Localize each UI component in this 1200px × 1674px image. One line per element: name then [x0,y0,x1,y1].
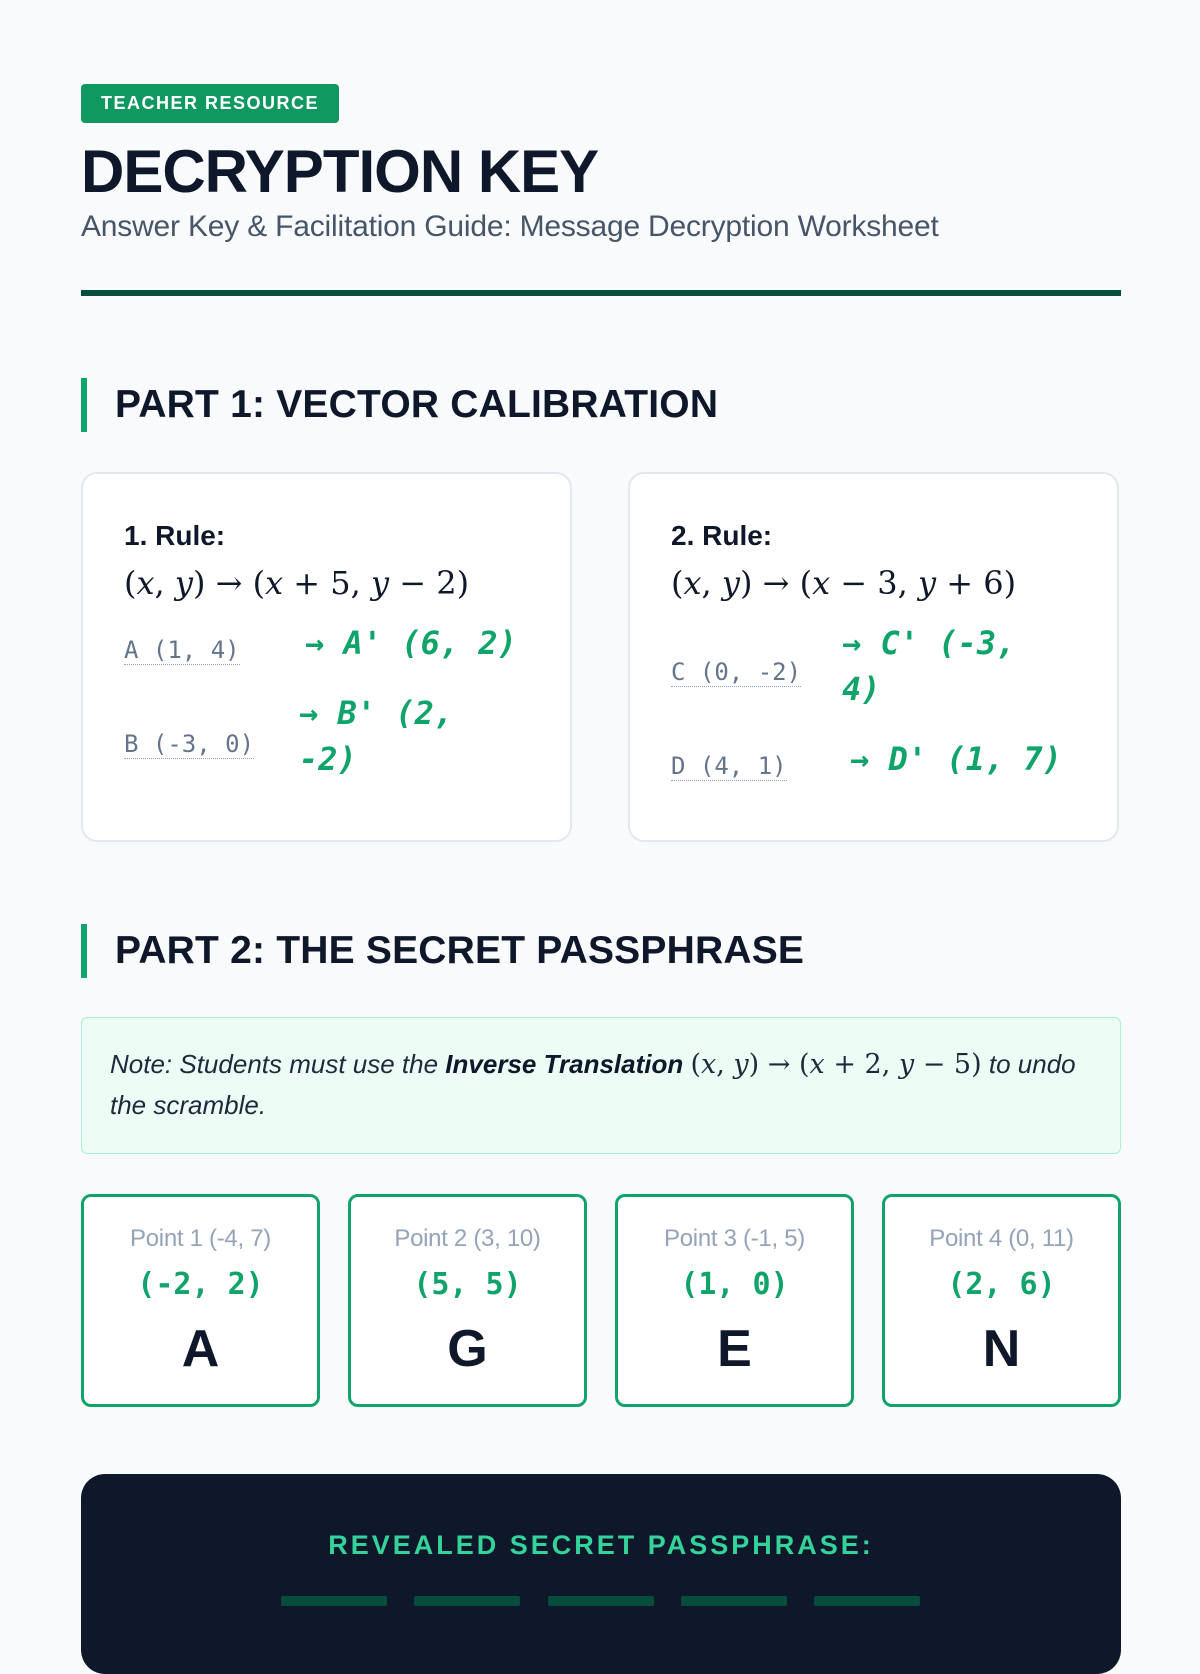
header-divider [81,290,1121,296]
point-label: Point 3 (-1, 5) [664,1225,805,1252]
decoded-letter: N [982,1320,1021,1378]
rule-card-2 [628,472,1119,842]
rule-label: 2. Rule: [671,520,773,551]
decoded-point-card [348,1194,587,1407]
original-point: B (-3, 0) [124,730,255,758]
section-heading-part2-text: PART 2: THE SECRET PASSPHRASE [115,929,805,972]
passphrase-letter-slot [681,1596,787,1606]
translated-point-answer: → C' (-3, 4) [842,624,1016,708]
decoded-coordinate: (2, 6) [947,1267,1056,1302]
passphrase-letter-slot [548,1596,654,1606]
section-heading-part1-text: PART 1: VECTOR CALIBRATION [115,383,719,426]
section-heading-part1 [81,378,1121,432]
decoded-point-card [81,1194,320,1407]
note-formula: (𝑥, 𝑦) → (𝑥 + 2, 𝑦 − 5) [690,1049,982,1080]
original-point: D (4, 1) [671,752,787,780]
page-title: DECRYPTION KEY [81,138,599,205]
point-label: Point 4 (0, 11) [929,1225,1074,1252]
rule-formula: (𝑥, 𝑦) → (𝑥 − 3, 𝑦 + 6) [671,564,1017,602]
decoded-letter: A [181,1320,220,1378]
passphrase-letter-slot [414,1596,520,1606]
translated-point-answer: → A' (6, 2) [305,624,517,662]
passphrase-letter-slot [281,1596,387,1606]
translated-point-answer: → D' (1, 7) [850,740,1062,778]
original-point: A (1, 4) [124,636,240,664]
section-heading-part2 [81,924,1121,978]
original-point: C (0, -2) [671,658,802,686]
point-label: Point 1 (-4, 7) [130,1225,271,1252]
decoded-letter: E [717,1320,752,1378]
inverse-translation-note [81,1017,1121,1154]
revealed-passphrase-label: REVEALED SECRET PASSPHRASE: [328,1530,874,1560]
teacher-resource-badge: TEACHER RESOURCE [81,84,339,123]
point-label: Point 2 (3, 10) [394,1225,541,1252]
rule-label: 1. Rule: [124,520,226,551]
note-suffix: to undo the scramble. [110,1049,1076,1120]
rule-card-1 [81,472,572,842]
decoded-coordinate: (1, 0) [680,1267,789,1302]
page-subtitle: Answer Key & Facilitation Guide: Message Decryption Worksheet [81,210,939,243]
revealed-passphrase-panel [81,1474,1121,1674]
rule-formula: (𝑥, 𝑦) → (𝑥 + 5, 𝑦 − 2) [124,564,470,602]
decoded-point-card [615,1194,854,1407]
note-prefix: Note: Students must use the [110,1049,446,1079]
passphrase-letter-slot [814,1596,920,1606]
decoded-coordinate: (-2, 2) [137,1267,264,1302]
note-bold-term: Inverse Translation [445,1049,684,1079]
decoded-point-card [882,1194,1121,1407]
decoded-coordinate: (5, 5) [413,1267,522,1302]
decoded-letter: G [447,1320,488,1378]
translated-point-answer: → B' (2, -2) [299,694,454,778]
